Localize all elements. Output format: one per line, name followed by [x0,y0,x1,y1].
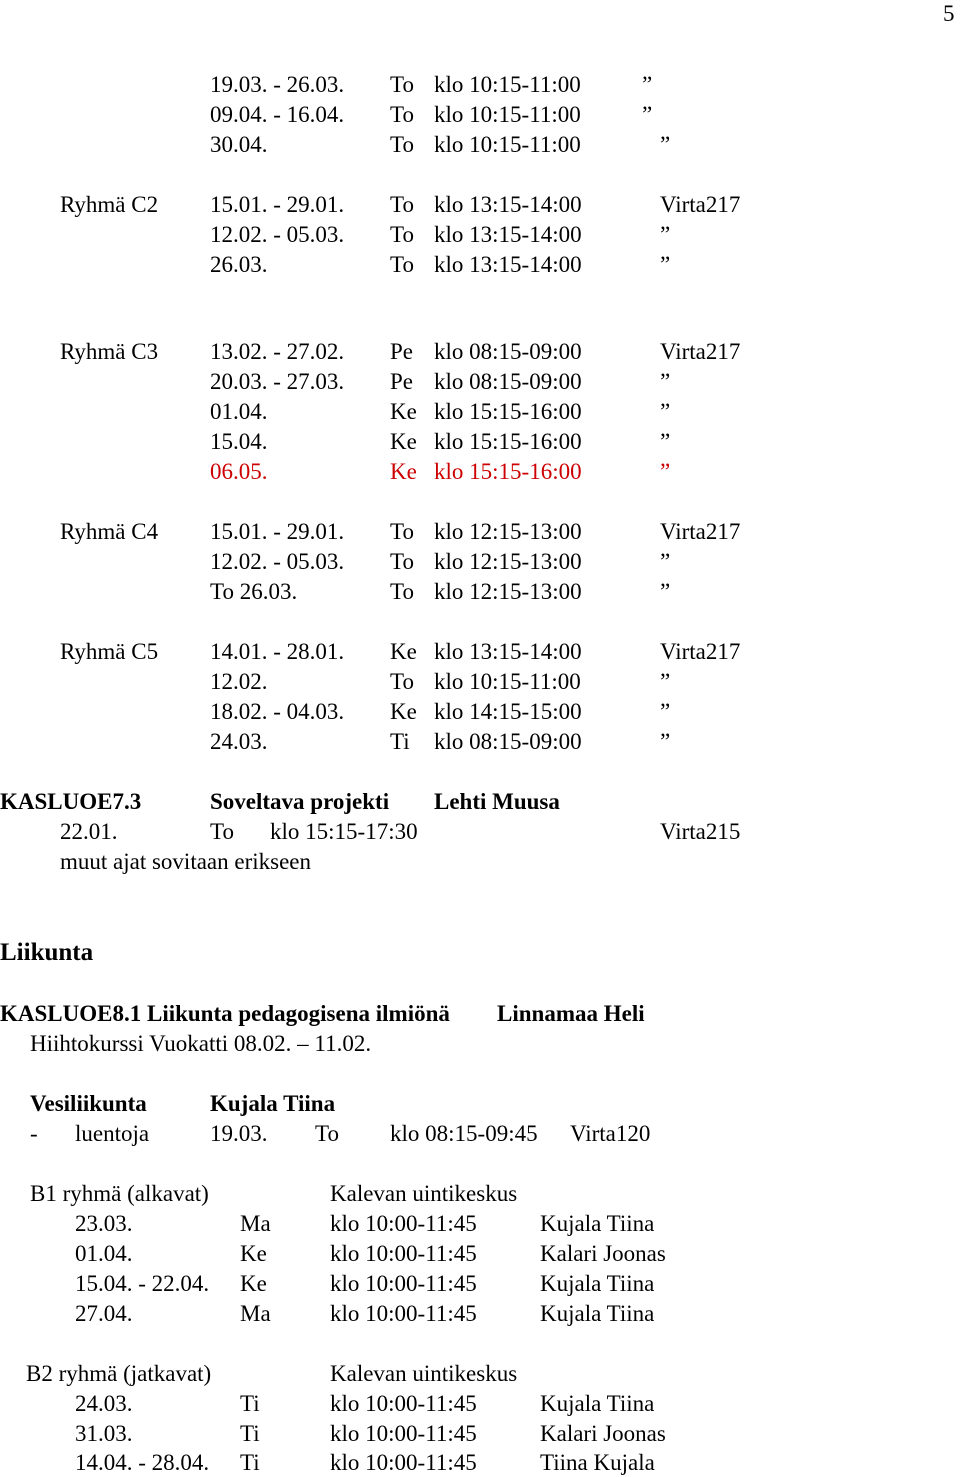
schedule-date: 24.03. [75,1391,133,1416]
schedule-date: 26.03. [210,252,268,277]
schedule-day: To [390,222,414,247]
schedule-time: klo 10:00-11:45 [330,1211,477,1236]
ditto-mark: ” [660,369,671,394]
section-heading: Liikunta [0,939,94,966]
schedule-room: Virta217 [660,519,741,544]
schedule-day: Ke [390,399,417,424]
schedule-time: klo 15:15-16:00 [434,429,582,454]
ditto-mark: ” [660,699,671,724]
schedule-time: klo 10:15-11:00 [434,72,581,97]
schedule-day: Pe [390,369,413,394]
schedule-date: 31.03. [75,1421,133,1446]
ditto-mark: ” [660,579,671,604]
schedule-date: 27.04. [75,1301,133,1326]
schedule-day: To [390,519,414,544]
course-note: muut ajat sovitaan erikseen [60,849,312,874]
schedule-teacher: Kujala Tiina [540,1391,655,1416]
schedule-teacher: Kujala Tiina [540,1211,655,1236]
course-teacher: Linnamaa Heli [497,1001,645,1026]
schedule-day: Ti [240,1450,260,1475]
schedule-room: Virta120 [570,1121,651,1146]
group-label: Ryhmä C4 [60,519,159,544]
schedule-day: To [390,252,414,277]
schedule-time: klo 10:00-11:45 [330,1301,477,1326]
schedule-time: klo 10:00-11:45 [330,1391,477,1416]
schedule-date: 20.03. - 27.03. [210,369,345,394]
ditto-mark: ” [660,669,671,694]
schedule-time: klo 10:00-11:45 [330,1450,477,1475]
schedule-time: klo 13:15-14:00 [434,639,582,664]
schedule-time: klo 08:15-09:45 [390,1121,538,1146]
schedule-date: 12.02. - 05.03. [210,222,345,247]
course-line: Hiihtokurssi Vuokatti 08.02. – 11.02. [30,1031,372,1056]
course-title: Soveltava projekti [210,789,390,814]
schedule-date: 18.02. - 04.03. [210,699,345,724]
schedule-date: 15.01. - 29.01. [210,519,345,544]
subcourse-teacher: Kujala Tiina [210,1091,336,1116]
page-number: 5 [943,1,955,26]
ditto-mark: ” [660,429,671,454]
schedule-day: Ti [240,1391,260,1416]
schedule-time: klo 13:15-14:00 [434,252,582,277]
schedule-time: klo 08:15-09:00 [434,339,582,364]
ditto-mark: ” [660,399,671,424]
schedule-time: klo 12:15-13:00 [434,519,582,544]
schedule-day: To [390,72,414,97]
course-title: KASLUOE8.1 Liikunta pedagogisena ilmiönä [0,1001,450,1026]
schedule-date: 13.02. - 27.02. [210,339,345,364]
schedule-time: klo 12:15-13:00 [434,549,582,574]
schedule-day: Ti [390,729,410,754]
schedule-day: Ma [240,1211,271,1236]
schedule-date: 30.04. [210,132,268,157]
venue: Kalevan uintikeskus [330,1361,518,1386]
schedule-date: 24.03. [210,729,268,754]
group-label: Ryhmä C2 [60,192,159,217]
schedule-room: Virta217 [660,339,741,364]
schedule-date: 15.04. - 22.04. [75,1271,210,1296]
schedule-teacher: Kujala Tiina [540,1301,655,1326]
schedule-time: klo 13:15-14:00 [434,222,582,247]
group-label: Ryhmä C3 [60,339,159,364]
ditto-mark: ” [660,222,671,247]
schedule-teacher: Kalari Joonas [540,1421,666,1446]
ditto-mark-highlighted: ” [660,459,671,484]
schedule-day: To [315,1121,339,1146]
schedule-date: 14.04. - 28.04. [75,1450,210,1475]
schedule-teacher: Tiina Kujala [540,1450,655,1475]
schedule-time: klo 15:15-17:30 [270,819,418,844]
ditto-mark: ” [660,252,671,277]
schedule-time: klo 10:00-11:45 [330,1421,477,1446]
course-code: KASLUOE7.3 [0,789,142,814]
schedule-day: Ke [240,1241,267,1266]
schedule-date: 23.03. [75,1211,133,1236]
schedule-date: 12.02. [210,669,268,694]
schedule-date: 01.04. [210,399,268,424]
group-label: Ryhmä C5 [60,639,159,664]
schedule-date: 01.04. [75,1241,133,1266]
schedule-date: 22.01. [60,819,118,844]
schedule-date-highlighted: 06.05. [210,459,268,484]
ditto-mark: ” [660,549,671,574]
schedule-day: Ke [390,639,417,664]
list-dash: - [30,1121,38,1146]
schedule-day: To [390,102,414,127]
schedule-teacher: Kujala Tiina [540,1271,655,1296]
schedule-day: Ke [390,429,417,454]
schedule-day: To [390,132,414,157]
schedule-day: Pe [390,339,413,364]
ditto-mark: ” [642,72,653,97]
schedule-time: klo 10:15-11:00 [434,102,581,127]
schedule-date: 19.03. [210,1121,268,1146]
schedule-day: To [390,192,414,217]
schedule-time: klo 13:15-14:00 [434,192,582,217]
schedule-day: Ma [240,1301,271,1326]
schedule-room: Virta217 [660,192,741,217]
ditto-mark: ” [642,102,653,127]
schedule-time: klo 14:15-15:00 [434,699,582,724]
schedule-time-highlighted: klo 15:15-16:00 [434,459,582,484]
schedule-date: 19.03. - 26.03. [210,72,345,97]
schedule-time: klo 12:15-13:00 [434,579,582,604]
schedule-teacher: Kalari Joonas [540,1241,666,1266]
schedule-day: To [390,549,414,574]
schedule-date: 09.04. - 16.04. [210,102,345,127]
schedule-room: Virta215 [660,819,741,844]
schedule-day: Ke [240,1271,267,1296]
schedule-date: 15.01. - 29.01. [210,192,345,217]
schedule-day: To [390,579,414,604]
schedule-time: klo 08:15-09:00 [434,729,582,754]
course-teacher: Lehti Muusa [434,789,560,814]
schedule-time: klo 08:15-09:00 [434,369,582,394]
schedule-date: 15.04. [210,429,268,454]
schedule-time: klo 10:15-11:00 [434,669,581,694]
subcourse-title: Vesiliikunta [30,1091,147,1116]
schedule-room: Virta217 [660,639,741,664]
schedule-day: To [390,669,414,694]
schedule-date: To 26.03. [210,579,298,604]
group-label: B2 ryhmä (jatkavat) [26,1361,212,1386]
schedule-day: Ti [240,1421,260,1446]
ditto-mark: ” [660,729,671,754]
group-label: B1 ryhmä (alkavat) [30,1181,209,1206]
schedule-date: 14.01. - 28.01. [210,639,345,664]
schedule-day: Ke [390,699,417,724]
lecture-label: luentoja [75,1121,150,1146]
schedule-day: To [210,819,234,844]
venue: Kalevan uintikeskus [330,1181,518,1206]
schedule-time: klo 10:00-11:45 [330,1271,477,1296]
schedule-time: klo 15:15-16:00 [434,399,582,424]
schedule-day-highlighted: Ke [390,459,417,484]
schedule-time: klo 10:15-11:00 [434,132,581,157]
schedule-date: 12.02. - 05.03. [210,549,345,574]
schedule-time: klo 10:00-11:45 [330,1241,477,1266]
ditto-mark: ” [660,132,671,157]
